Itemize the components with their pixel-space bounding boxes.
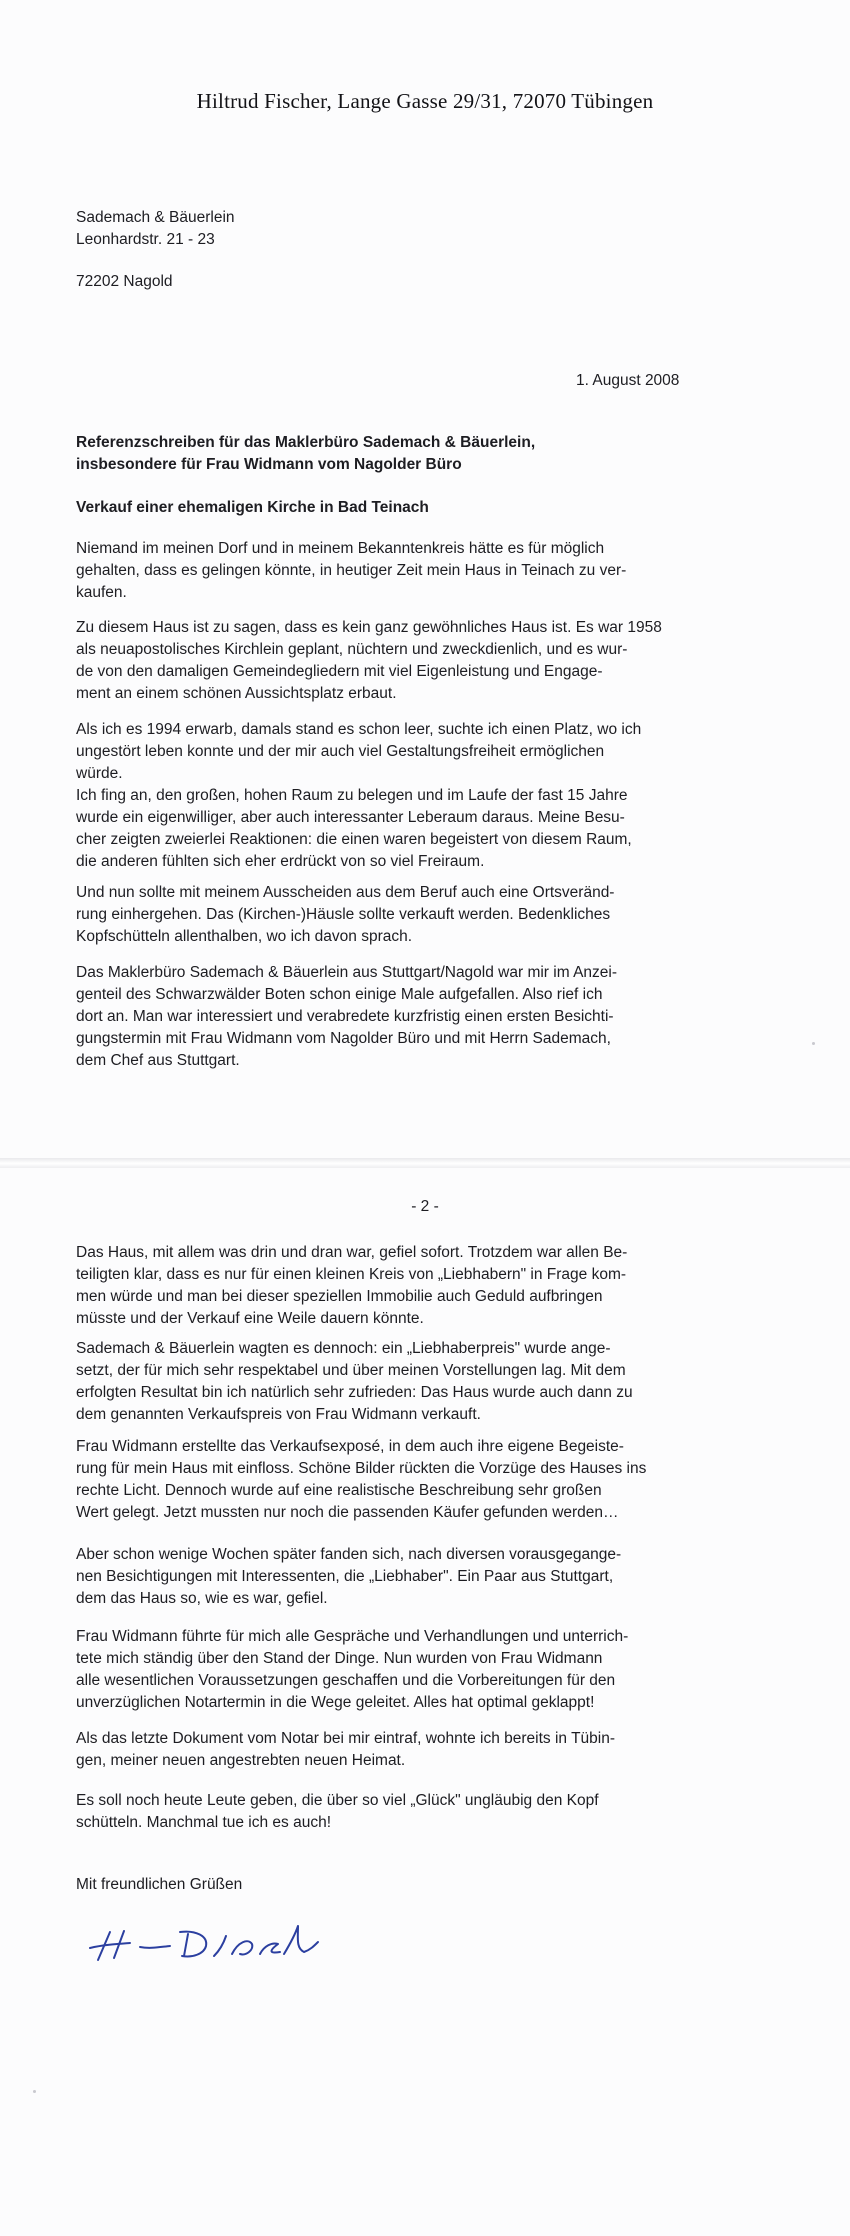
text-line: Zu diesem Haus ist zu sagen, dass es kein ganz gewöhnliches Haus ist. Es war 1958: [76, 619, 662, 636]
text-line: rechte Licht. Dennoch wurde auf eine realistische Beschreibung sehr großen: [76, 1482, 602, 1499]
subject-line: [76, 432, 535, 476]
text-line: müsste und der Verkauf eine Weile dauern könnte.: [76, 1310, 424, 1327]
text-line: Ich fing an, den großen, hohen Raum zu belegen und im Laufe der fast 15 Jahre: [76, 787, 628, 804]
paper-speck: [33, 2090, 36, 2093]
text-line: alle wesentlichen Voraussetzungen geschaffen und die Vorbereitungen für den: [76, 1672, 616, 1689]
text-line: Als das letzte Dokument vom Notar bei mir eintraf, wohnte ich bereits in Tübin-: [76, 1730, 616, 1747]
paragraph: [76, 1626, 776, 1714]
text-line: rung für mein Haus mit einfloss. Schöne Bilder rückten die Vorzüge des Hauses ins: [76, 1460, 647, 1477]
text-line: als neuapostolisches Kirchlein geplant, nüchtern und zweckdienlich, und es wur-: [76, 641, 628, 658]
text-line: Frau Widmann führte für mich alle Gespräche und Verhandlungen und unterrich-: [76, 1628, 629, 1645]
text-line: Wert gelegt. Jetzt mussten nur noch die passenden Käufer gefunden werden…: [76, 1504, 619, 1521]
text-line: die anderen fühlten sich eher erdrückt von so viel Freiraum.: [76, 853, 485, 870]
text-line: Das Haus, mit allem was drin und dran war, gefiel sofort. Trotzdem war allen Be-: [76, 1244, 628, 1261]
text-line: gen, meiner neuen angestrebten neuen Heimat.: [76, 1752, 406, 1769]
letter-heading: Verkauf einer ehemaligen Kirche in Bad Teinach: [76, 499, 429, 516]
signature-strokes: [90, 1926, 318, 1960]
sender-address: Hiltrud Fischer, Lange Gasse 29/31, 72070 Tübingen: [196, 89, 654, 113]
paragraph: [76, 1436, 776, 1524]
text-line: dem genannten Verkaufspreis von Frau Widmann verkauft.: [76, 1406, 481, 1423]
text-line: Frau Widmann erstellte das Verkaufsexposé, in dem auch ihre eigene Begeiste-: [76, 1438, 624, 1455]
handwritten-signature: [84, 1914, 344, 1974]
text-line: Und nun sollte mit meinem Ausscheiden aus dem Beruf auch eine Ortsveränd-: [76, 884, 615, 901]
paragraph: [76, 962, 776, 1072]
text-line: wurde ein eigenwilliger, aber auch interessanter Leberaum daraus. Meine Besu-: [76, 809, 625, 826]
text-line: setzt, der für mich sehr respektabel und über meinen Vorstellungen lag. Mit dem: [76, 1362, 626, 1379]
text-line: Niemand im meinen Dorf und in meinem Bekanntenkreis hätte es für möglich: [76, 540, 605, 557]
text-line: Aber schon wenige Wochen später fanden sich, nach diversen vorausgegange-: [76, 1546, 622, 1563]
text-line: unverzüglichen Notartermin in die Wege geleitet. Alles hat optimal geklappt!: [76, 1694, 595, 1711]
text-line: schütteln. Manchmal tue ich es auch!: [76, 1814, 332, 1831]
letter-date: 1. August 2008: [576, 372, 680, 389]
paragraph: [76, 1790, 776, 1834]
paragraph: [76, 617, 776, 705]
text-line: rung einhergehen. Das (Kirchen-)Häusle sollte verkauft werden. Bedenkliches: [76, 906, 611, 923]
recipient-line: Sademach & Bäuerlein: [76, 209, 235, 226]
text-line: nen Besichtigungen mit Interessenten, die „Liebhaber". Ein Paar aus Stuttgart,: [76, 1568, 614, 1585]
text-line: kaufen.: [76, 584, 127, 601]
text-line: Das Maklerbüro Sademach & Bäuerlein aus Stuttgart/Nagold war mir im Anzei-: [76, 964, 618, 981]
paragraph: [76, 882, 776, 948]
paragraph: [76, 538, 776, 604]
paragraph: [76, 1544, 776, 1610]
paragraph: [76, 1338, 776, 1426]
text-line: men würde und man bei dieser speziellen Immobilie auch Geduld aufbringen: [76, 1288, 603, 1305]
paper-speck: [812, 1042, 815, 1045]
text-line: dort an. Man war interessiert und verabredete kurzfristig einen ersten Besichti-: [76, 1008, 614, 1025]
text-line: Als ich es 1994 erwarb, damals stand es schon leer, suchte ich einen Platz, wo ich: [76, 721, 642, 738]
text-line: cher zeigten zweierlei Reaktionen: die einen waren begeistert von diesem Raum,: [76, 831, 632, 848]
paragraph: [76, 1728, 776, 1772]
recipient-address: [76, 207, 235, 251]
paragraph: [76, 719, 776, 873]
text-line: erfolgten Resultat bin ich natürlich sehr zufrieden: Das Haus wurde auch dann zu: [76, 1384, 633, 1401]
text-line: ungestört leben konnte und der mir auch viel Gestaltungsfreiheit ermöglichen: [76, 743, 605, 760]
text-line: de von den damaligen Gemeindegliedern mit viel Eigenleistung und Engage-: [76, 663, 603, 680]
text-line: Kopfschütteln allenthalben, wo ich davon sprach.: [76, 928, 413, 945]
subject-text: Referenzschreiben für das Maklerbüro Sademach & Bäuerlein,: [76, 434, 536, 451]
page-number: - 2 -: [411, 1198, 439, 1215]
text-line: gehalten, dass es gelingen könnte, in heutiger Zeit mein Haus in Teinach zu ver-: [76, 562, 627, 579]
text-line: genteil des Schwarzwälder Boten schon einige Male aufgefallen. Also rief ich: [76, 986, 603, 1003]
closing: Mit freundlichen Grüßen: [76, 1876, 243, 1893]
text-line: würde.: [76, 765, 123, 782]
text-line: Es soll noch heute Leute geben, die über so viel „Glück" ungläubig den Kopf: [76, 1792, 599, 1809]
subject-text: insbesondere für Frau Widmann vom Nagolder Büro: [76, 456, 462, 473]
text-line: dem das Haus so, wie es war, gefiel.: [76, 1590, 328, 1607]
paragraph: [76, 1242, 776, 1330]
text-line: gungstermin mit Frau Widmann vom Nagolder Büro und mit Herrn Sademach,: [76, 1030, 611, 1047]
text-line: tete mich ständig über den Stand der Dinge. Nun wurden von Frau Widmann: [76, 1650, 603, 1667]
text-line: Sademach & Bäuerlein wagten es dennoch: ein „Liebhaberpreis" wurde ange-: [76, 1340, 611, 1357]
text-line: dem Chef aus Stuttgart.: [76, 1052, 240, 1069]
text-line: teiligten klar, dass es nur für einen kleinen Kreis von „Liebhabern" in Frage kom-: [76, 1266, 627, 1283]
recipient-line: Leonhardstr. 21 - 23: [76, 231, 215, 248]
recipient-city: 72202 Nagold: [76, 273, 173, 290]
text-line: ment an einem schönen Aussichtsplatz erbaut.: [76, 685, 397, 702]
